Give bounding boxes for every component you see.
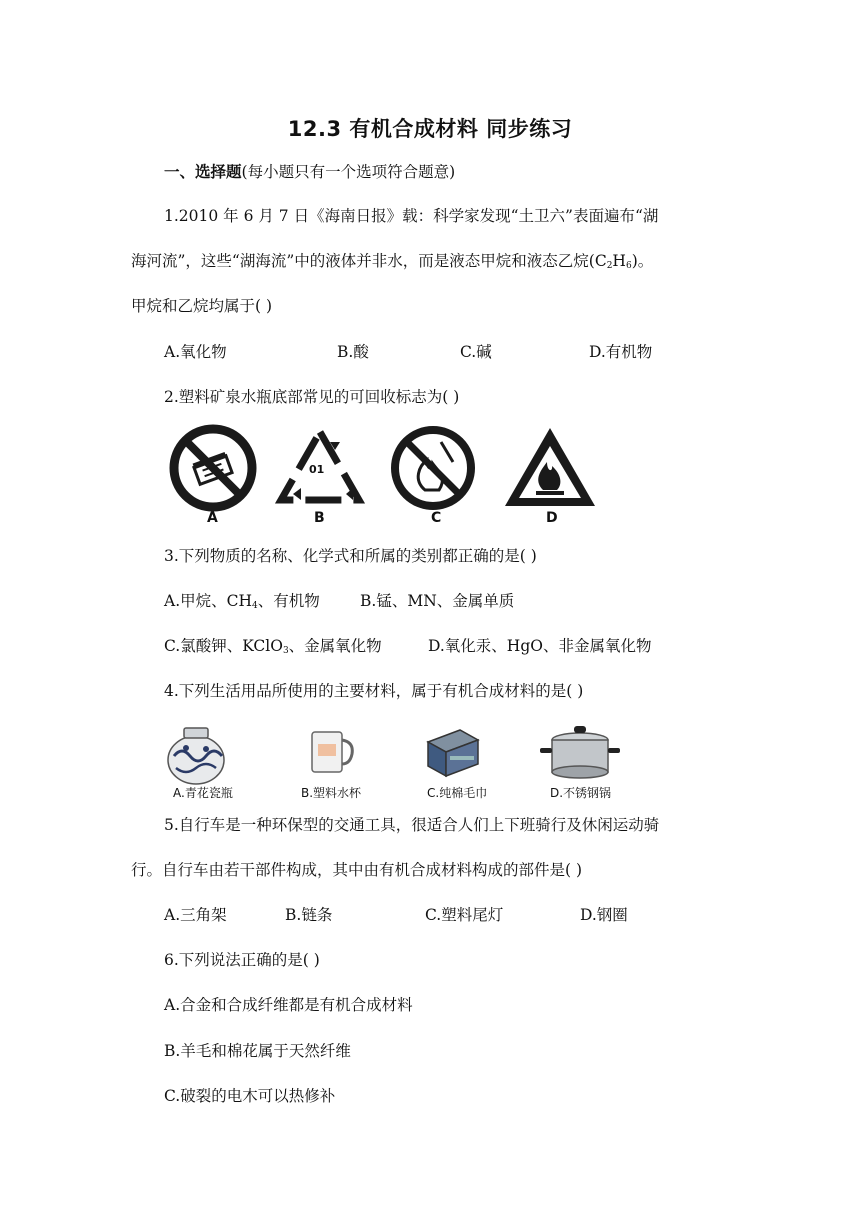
item-caption-c: C.纯棉毛巾 bbox=[427, 786, 488, 800]
q5-line2: 行。自行车由若干部件构成，其中由有机合成材料构成的部件是( ) bbox=[131, 861, 583, 879]
q2-sign-images bbox=[163, 420, 599, 532]
q1-line2 bbox=[131, 251, 653, 276]
q1-line2-text: 海河流”，这些“湖海流”中的液体并非水，而是液态甲烷和液态乙烷(C bbox=[131, 252, 607, 270]
page-title: 12.3 有机合成材料 同步练习 bbox=[287, 117, 573, 141]
item-caption-d: D.不锈钢锅 bbox=[550, 786, 612, 800]
section-heading bbox=[164, 162, 455, 182]
q4-text: 4.下列生活用品所使用的主要材料，属于有机合成材料的是( ) bbox=[164, 682, 584, 700]
q5-option-b: B.链条 bbox=[285, 906, 333, 924]
q3-option-b: B.锰、MN、金属单质 bbox=[360, 592, 515, 610]
sign-c-no-fire-icon bbox=[395, 430, 471, 506]
q3-a-text2: 、有机物 bbox=[257, 592, 320, 610]
q3-text: 3.下列物质的名称、化学式和所属的类别都正确的是( ) bbox=[164, 547, 537, 565]
recycle-number: 01 bbox=[309, 463, 325, 476]
q5-option-c: C.塑料尾灯 bbox=[425, 906, 504, 924]
q3-option-d: D.氧化汞、HgO、非金属氧化物 bbox=[428, 637, 652, 655]
q3-c-text2: 、金属氧化物 bbox=[288, 637, 382, 655]
sign-a-no-matches-icon bbox=[174, 429, 252, 507]
q1-sub-a: 2 bbox=[606, 261, 613, 271]
q6-text: 6.下列说法正确的是( ) bbox=[164, 951, 320, 969]
q3-option-a bbox=[164, 591, 320, 616]
q1-line3: 甲烷和乙烷均属于( ) bbox=[131, 297, 273, 315]
q6-option-c: C.破裂的电木可以热修补 bbox=[164, 1087, 336, 1105]
sign-letter-a: A bbox=[207, 510, 218, 526]
q1-line2-end: )。 bbox=[631, 252, 654, 270]
sign-d-flammable-icon bbox=[505, 428, 595, 506]
item-caption-a: A.青花瓷瓶 bbox=[173, 786, 233, 800]
item-d-pot-icon bbox=[540, 726, 620, 778]
item-caption-b: B.塑料水杯 bbox=[301, 786, 362, 800]
q6-option-a: A.合金和合成纤维都是有机合成材料 bbox=[164, 996, 413, 1014]
q5-option-d: D.钢圈 bbox=[580, 906, 628, 924]
item-b-cup-icon bbox=[312, 732, 352, 772]
q1-option-a: A.氧化物 bbox=[164, 343, 227, 361]
q1-option-c: C.碱 bbox=[460, 343, 492, 361]
q6-option-b: B.羊毛和棉花属于天然纤维 bbox=[164, 1042, 351, 1060]
q1-h: H bbox=[612, 252, 626, 270]
q5-option-a: A.三角架 bbox=[164, 906, 227, 924]
q3-a-text1: A.甲烷、CH bbox=[164, 592, 252, 610]
sign-letter-d: D bbox=[546, 510, 558, 526]
item-c-towel-icon bbox=[428, 730, 478, 776]
q3-c-sub: 3 bbox=[282, 646, 289, 656]
item-a-vase-icon bbox=[168, 728, 224, 784]
q1-line1: 1.2010 年 6 月 7 日《海南日报》载：科学家发现“土卫六”表面遍布“湖 bbox=[164, 207, 659, 225]
q1-option-b: B.酸 bbox=[337, 343, 369, 361]
q1-option-d: D.有机物 bbox=[589, 343, 653, 361]
q3-a-sub: 4 bbox=[252, 601, 258, 611]
sign-letter-b: B bbox=[314, 510, 325, 526]
sign-letter-c: C bbox=[431, 510, 442, 526]
q3-c-text1: C.氯酸钾、KClO bbox=[164, 637, 283, 655]
q3-option-c bbox=[164, 636, 382, 661]
q5-line1: 5.自行车是一种环保型的交通工具，很适合人们上下班骑行及休闲运动骑 bbox=[164, 816, 660, 834]
q1-sub-b: 6 bbox=[625, 261, 632, 271]
section-note: (每小题只有一个选项符合题意) bbox=[241, 163, 456, 181]
q2-text: 2.塑料矿泉水瓶底部常见的可回收标志为( ) bbox=[164, 388, 460, 406]
section-label: 一、选择题 bbox=[164, 163, 242, 181]
